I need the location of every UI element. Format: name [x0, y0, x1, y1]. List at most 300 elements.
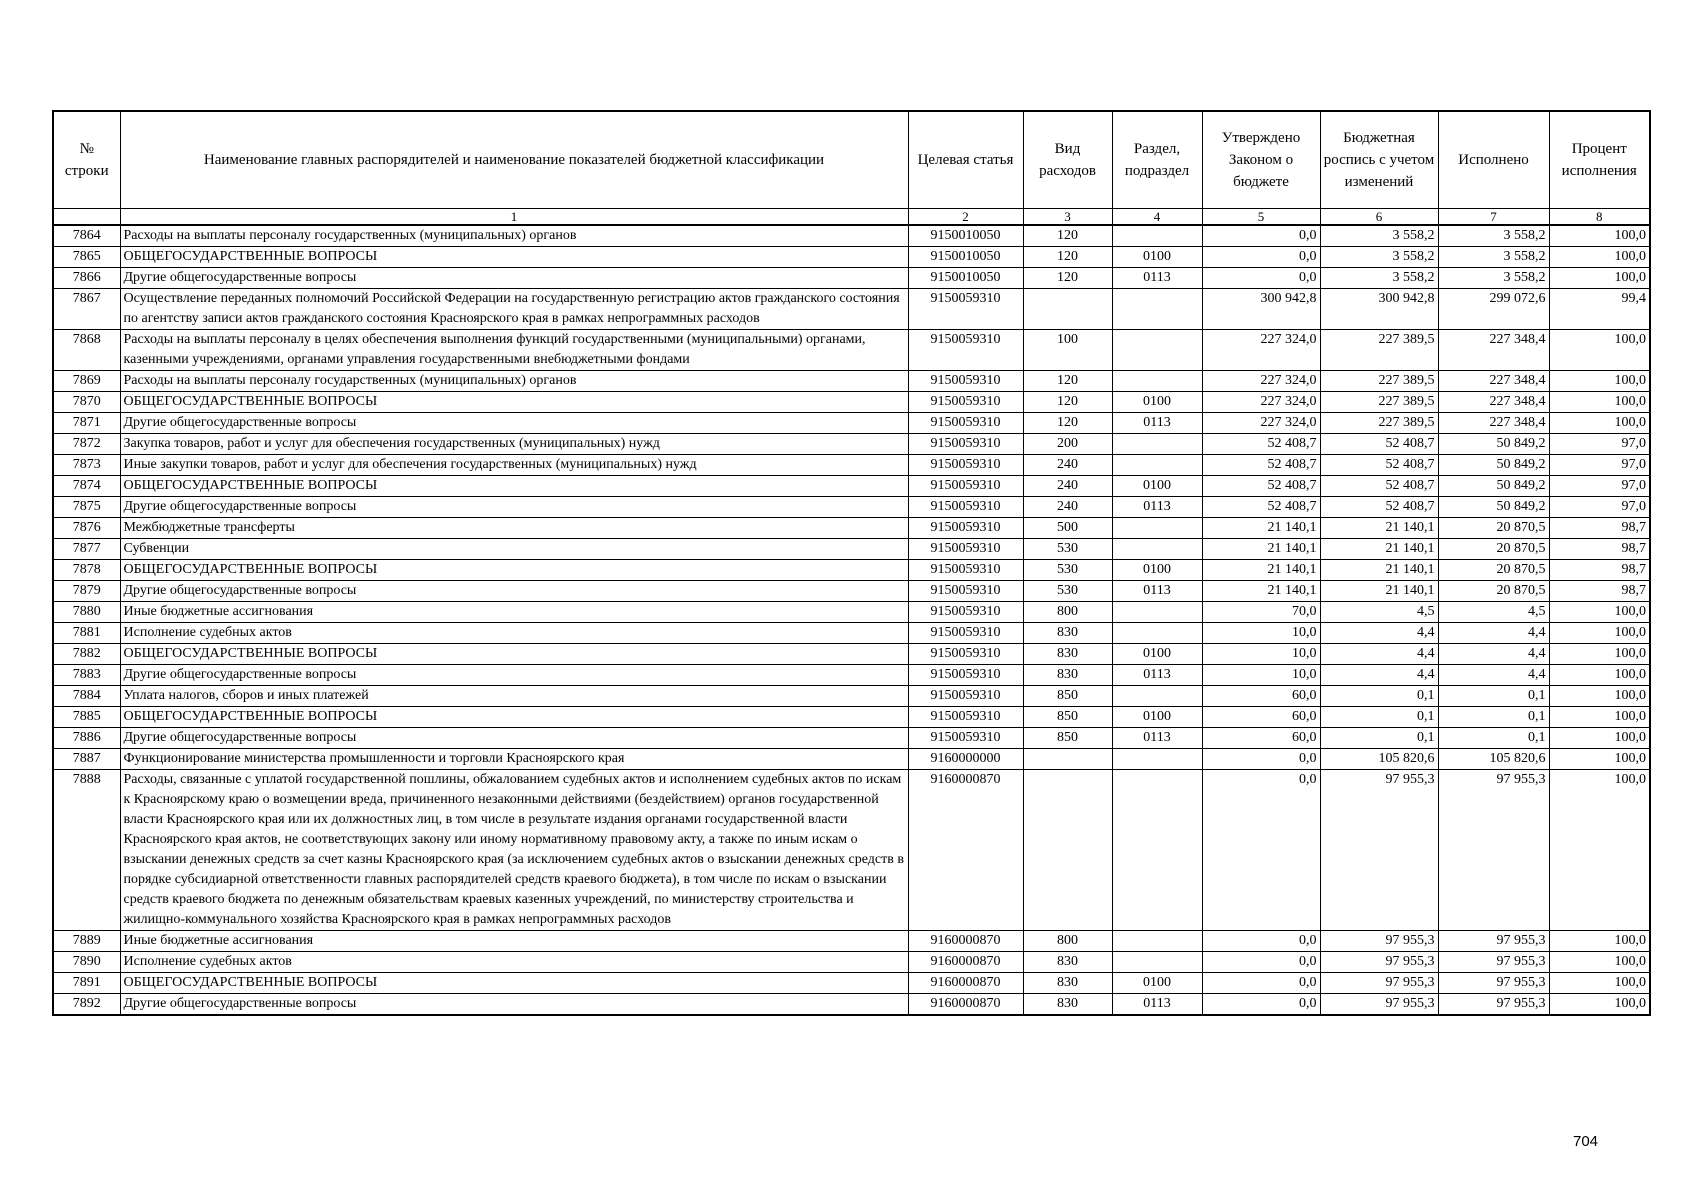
table-row [53, 539, 1650, 560]
approved-amount-cell: 227 324,0 [1202, 392, 1320, 413]
approved-amount-cell: 60,0 [1202, 707, 1320, 728]
approved-amount-cell: 227 324,0 [1202, 413, 1320, 434]
table-row [53, 665, 1650, 686]
name-cell: Межбюджетные трансферты [120, 518, 908, 539]
percent-cell: 100,0 [1549, 665, 1650, 686]
section-cell: 0113 [1112, 728, 1202, 749]
executed-amount-cell: 4,4 [1438, 665, 1549, 686]
approved-amount-cell: 21 140,1 [1202, 581, 1320, 602]
row-number-cell: 7891 [53, 973, 120, 994]
budget-amount-cell: 52 408,7 [1320, 497, 1438, 518]
approved-amount-cell: 10,0 [1202, 665, 1320, 686]
percent-cell: 97,0 [1549, 455, 1650, 476]
target-article-cell: 9150059310 [908, 392, 1023, 413]
approved-amount-cell: 52 408,7 [1202, 497, 1320, 518]
executed-amount-cell: 3 558,2 [1438, 225, 1549, 247]
table-row [53, 455, 1650, 476]
target-article-cell: 9160000000 [908, 749, 1023, 770]
name-cell: Исполнение судебных актов [120, 623, 908, 644]
section-cell [1112, 371, 1202, 392]
percent-cell: 98,7 [1549, 581, 1650, 602]
name-cell: ОБЩЕГОСУДАРСТВЕННЫЕ ВОПРОСЫ [120, 644, 908, 665]
expense-type-cell [1023, 289, 1112, 330]
row-number-cell: 7881 [53, 623, 120, 644]
table-row [53, 728, 1650, 749]
row-number-cell: 7874 [53, 476, 120, 497]
executed-amount-cell: 0,1 [1438, 728, 1549, 749]
budget-amount-cell: 0,1 [1320, 728, 1438, 749]
name-cell: ОБЩЕГОСУДАРСТВЕННЫЕ ВОПРОСЫ [120, 247, 908, 268]
section-cell [1112, 330, 1202, 371]
row-number-cell: 7884 [53, 686, 120, 707]
section-cell: 0113 [1112, 581, 1202, 602]
section-cell: 0100 [1112, 560, 1202, 581]
executed-amount-cell: 20 870,5 [1438, 560, 1549, 581]
target-article-cell: 9150059310 [908, 686, 1023, 707]
budget-amount-cell: 0,1 [1320, 707, 1438, 728]
row-number-cell: 7875 [53, 497, 120, 518]
percent-cell: 100,0 [1549, 268, 1650, 289]
percent-cell: 100,0 [1549, 728, 1650, 749]
budget-amount-cell: 3 558,2 [1320, 225, 1438, 247]
target-article-cell: 9150059310 [908, 707, 1023, 728]
name-cell: Субвенции [120, 539, 908, 560]
executed-amount-cell: 227 348,4 [1438, 413, 1549, 434]
row-number-cell: 7880 [53, 602, 120, 623]
table-row [53, 581, 1650, 602]
percent-cell: 100,0 [1549, 973, 1650, 994]
budget-amount-cell: 21 140,1 [1320, 560, 1438, 581]
section-cell [1112, 602, 1202, 623]
budget-amount-cell: 0,1 [1320, 686, 1438, 707]
approved-amount-cell: 70,0 [1202, 602, 1320, 623]
percent-cell: 98,7 [1549, 518, 1650, 539]
name-cell: Иные бюджетные ассигнования [120, 931, 908, 952]
section-cell: 0100 [1112, 247, 1202, 268]
budget-amount-cell: 4,4 [1320, 665, 1438, 686]
section-cell [1112, 225, 1202, 247]
column-number [53, 209, 120, 226]
approved-amount-cell: 0,0 [1202, 994, 1320, 1016]
name-cell: Другие общегосударственные вопросы [120, 268, 908, 289]
percent-cell: 100,0 [1549, 623, 1650, 644]
budget-amount-cell: 21 140,1 [1320, 581, 1438, 602]
approved-amount-cell: 52 408,7 [1202, 434, 1320, 455]
header-expense-type: Вид расходов [1023, 111, 1112, 209]
expense-type-cell: 530 [1023, 581, 1112, 602]
percent-cell: 100,0 [1549, 330, 1650, 371]
budget-execution-table [52, 110, 1651, 1016]
table-row [53, 644, 1650, 665]
section-cell [1112, 518, 1202, 539]
name-cell: Иные бюджетные ассигнования [120, 602, 908, 623]
section-cell: 0100 [1112, 644, 1202, 665]
executed-amount-cell: 20 870,5 [1438, 518, 1549, 539]
row-number-cell: 7892 [53, 994, 120, 1016]
expense-type-cell: 800 [1023, 931, 1112, 952]
expense-type-cell [1023, 770, 1112, 931]
section-cell [1112, 455, 1202, 476]
row-number-cell: 7887 [53, 749, 120, 770]
section-cell: 0113 [1112, 268, 1202, 289]
table-row [53, 749, 1650, 770]
executed-amount-cell: 97 955,3 [1438, 973, 1549, 994]
header-executed: Исполнено [1438, 111, 1549, 209]
expense-type-cell: 240 [1023, 476, 1112, 497]
target-article-cell: 9150059310 [908, 413, 1023, 434]
expense-type-cell: 100 [1023, 330, 1112, 371]
executed-amount-cell: 4,5 [1438, 602, 1549, 623]
header-approved: Утверждено Законом о бюджете [1202, 111, 1320, 209]
table-row [53, 686, 1650, 707]
table-row [53, 952, 1650, 973]
expense-type-cell: 830 [1023, 994, 1112, 1016]
header-budget-schedule: Бюджетная роспись с учетом изменений [1320, 111, 1438, 209]
row-number-cell: 7878 [53, 560, 120, 581]
budget-amount-cell: 97 955,3 [1320, 770, 1438, 931]
target-article-cell: 9150059310 [908, 623, 1023, 644]
name-cell: Другие общегосударственные вопросы [120, 728, 908, 749]
target-article-cell: 9160000870 [908, 973, 1023, 994]
budget-amount-cell: 227 389,5 [1320, 330, 1438, 371]
approved-amount-cell: 52 408,7 [1202, 455, 1320, 476]
name-cell: ОБЩЕГОСУДАРСТВЕННЫЕ ВОПРОСЫ [120, 973, 908, 994]
header-row [53, 111, 1650, 209]
table-row [53, 931, 1650, 952]
row-number-cell: 7867 [53, 289, 120, 330]
expense-type-cell: 240 [1023, 455, 1112, 476]
section-cell: 0100 [1112, 973, 1202, 994]
target-article-cell: 9150059310 [908, 476, 1023, 497]
section-cell [1112, 770, 1202, 931]
table-row [53, 770, 1650, 931]
name-cell: Другие общегосударственные вопросы [120, 994, 908, 1016]
name-cell: ОБЩЕГОСУДАРСТВЕННЫЕ ВОПРОСЫ [120, 560, 908, 581]
budget-amount-cell: 52 408,7 [1320, 455, 1438, 476]
name-cell: Расходы, связанные с уплатой государственной пошлины, обжалованием судебных актов и исполнением судебных актов по искам к Красноярскому краю о возмещении вреда, причиненного незаконными действиями (бездействием) органов государственной власти Красноярского края или их должностных лиц, в том числе в результате издания органами государственной власти Красноярского края актов, не соответствующих закону или иному нормативному правовому акту, а также по иным искам о взыскании денежных средств за счет казны Красноярского края (за исключением судебных актов о взыскании денежных средств в порядке субсидиарной ответственности главных распорядителей средств краевого бюджета), в том числе по искам о взыскании средств краевого бюджета по денежным обязательствам краевых казенных учреждений, по министерству строительства и жилищно-коммунального хозяйства Красноярского края в рамках непрограммных расходов [120, 770, 908, 931]
target-article-cell: 9150010050 [908, 268, 1023, 289]
section-cell: 0113 [1112, 994, 1202, 1016]
target-article-cell: 9150059310 [908, 602, 1023, 623]
budget-amount-cell: 21 140,1 [1320, 518, 1438, 539]
row-number-cell: 7866 [53, 268, 120, 289]
row-number-cell: 7885 [53, 707, 120, 728]
approved-amount-cell: 21 140,1 [1202, 560, 1320, 581]
column-number: 1 [120, 209, 908, 226]
approved-amount-cell: 0,0 [1202, 931, 1320, 952]
percent-cell: 100,0 [1549, 931, 1650, 952]
percent-cell: 100,0 [1549, 413, 1650, 434]
percent-cell: 97,0 [1549, 476, 1650, 497]
approved-amount-cell: 0,0 [1202, 225, 1320, 247]
expense-type-cell: 120 [1023, 392, 1112, 413]
name-cell: Расходы на выплаты персоналу в целях обеспечения выполнения функций государственными (муниципальными) органами, казенными учреждениями, органами управления государственными внебюджетными фондами [120, 330, 908, 371]
expense-type-cell: 850 [1023, 686, 1112, 707]
table-row [53, 973, 1650, 994]
expense-type-cell: 830 [1023, 665, 1112, 686]
row-number-cell: 7889 [53, 931, 120, 952]
column-number: 2 [908, 209, 1023, 226]
percent-cell: 98,7 [1549, 539, 1650, 560]
executed-amount-cell: 4,4 [1438, 623, 1549, 644]
expense-type-cell: 830 [1023, 973, 1112, 994]
table-row [53, 518, 1650, 539]
expense-type-cell: 530 [1023, 539, 1112, 560]
budget-amount-cell: 227 389,5 [1320, 371, 1438, 392]
percent-cell: 100,0 [1549, 707, 1650, 728]
approved-amount-cell: 0,0 [1202, 268, 1320, 289]
table-row [53, 289, 1650, 330]
approved-amount-cell: 21 140,1 [1202, 539, 1320, 560]
approved-amount-cell: 52 408,7 [1202, 476, 1320, 497]
expense-type-cell [1023, 749, 1112, 770]
target-article-cell: 9150059310 [908, 371, 1023, 392]
percent-cell: 100,0 [1549, 686, 1650, 707]
executed-amount-cell: 227 348,4 [1438, 371, 1549, 392]
section-cell [1112, 686, 1202, 707]
target-article-cell: 9150059310 [908, 455, 1023, 476]
section-cell [1112, 623, 1202, 644]
approved-amount-cell: 0,0 [1202, 247, 1320, 268]
percent-cell: 100,0 [1549, 602, 1650, 623]
expense-type-cell: 500 [1023, 518, 1112, 539]
target-article-cell: 9150059310 [908, 560, 1023, 581]
budget-amount-cell: 97 955,3 [1320, 973, 1438, 994]
section-cell [1112, 434, 1202, 455]
table-row [53, 247, 1650, 268]
row-number-cell: 7879 [53, 581, 120, 602]
table-row [53, 497, 1650, 518]
target-article-cell: 9150059310 [908, 539, 1023, 560]
approved-amount-cell: 60,0 [1202, 728, 1320, 749]
column-number: 3 [1023, 209, 1112, 226]
executed-amount-cell: 20 870,5 [1438, 539, 1549, 560]
budget-amount-cell: 52 408,7 [1320, 434, 1438, 455]
column-number: 6 [1320, 209, 1438, 226]
target-article-cell: 9150059310 [908, 289, 1023, 330]
name-cell: Другие общегосударственные вопросы [120, 497, 908, 518]
budget-amount-cell: 4,4 [1320, 623, 1438, 644]
percent-cell: 100,0 [1549, 749, 1650, 770]
expense-type-cell: 200 [1023, 434, 1112, 455]
executed-amount-cell: 50 849,2 [1438, 476, 1549, 497]
percent-cell: 99,4 [1549, 289, 1650, 330]
approved-amount-cell: 10,0 [1202, 623, 1320, 644]
column-number: 7 [1438, 209, 1549, 226]
executed-amount-cell: 50 849,2 [1438, 455, 1549, 476]
executed-amount-cell: 227 348,4 [1438, 330, 1549, 371]
header-name: Наименование главных распорядителей и наименование показателей бюджетной классификации [120, 111, 908, 209]
executed-amount-cell: 0,1 [1438, 686, 1549, 707]
name-cell: Другие общегосударственные вопросы [120, 581, 908, 602]
name-cell: Закупка товаров, работ и услуг для обеспечения государственных (муниципальных) нужд [120, 434, 908, 455]
table-row [53, 330, 1650, 371]
percent-cell: 100,0 [1549, 770, 1650, 931]
column-number: 8 [1549, 209, 1650, 226]
row-number-cell: 7868 [53, 330, 120, 371]
budget-amount-cell: 105 820,6 [1320, 749, 1438, 770]
header-target-article: Целевая статья [908, 111, 1023, 209]
row-number-cell: 7877 [53, 539, 120, 560]
row-number-cell: 7871 [53, 413, 120, 434]
row-number-cell: 7865 [53, 247, 120, 268]
budget-amount-cell: 97 955,3 [1320, 931, 1438, 952]
executed-amount-cell: 97 955,3 [1438, 770, 1549, 931]
row-number-cell: 7873 [53, 455, 120, 476]
row-number-cell: 7886 [53, 728, 120, 749]
name-cell: Другие общегосударственные вопросы [120, 665, 908, 686]
name-cell: ОБЩЕГОСУДАРСТВЕННЫЕ ВОПРОСЫ [120, 707, 908, 728]
name-cell: ОБЩЕГОСУДАРСТВЕННЫЕ ВОПРОСЫ [120, 476, 908, 497]
executed-amount-cell: 50 849,2 [1438, 434, 1549, 455]
page-number: 704 [1573, 1133, 1599, 1150]
executed-amount-cell: 3 558,2 [1438, 247, 1549, 268]
approved-amount-cell: 10,0 [1202, 644, 1320, 665]
table-row [53, 268, 1650, 289]
target-article-cell: 9150059310 [908, 581, 1023, 602]
target-article-cell: 9150059310 [908, 644, 1023, 665]
column-number: 4 [1112, 209, 1202, 226]
target-article-cell: 9150059310 [908, 518, 1023, 539]
budget-amount-cell: 300 942,8 [1320, 289, 1438, 330]
target-article-cell: 9150059310 [908, 434, 1023, 455]
column-number: 5 [1202, 209, 1320, 226]
name-cell: Исполнение судебных актов [120, 952, 908, 973]
expense-type-cell: 120 [1023, 268, 1112, 289]
budget-amount-cell: 97 955,3 [1320, 994, 1438, 1016]
executed-amount-cell: 299 072,6 [1438, 289, 1549, 330]
name-cell: Функционирование министерства промышленности и торговли Красноярского края [120, 749, 908, 770]
approved-amount-cell: 227 324,0 [1202, 330, 1320, 371]
table-row [53, 392, 1650, 413]
budget-amount-cell: 4,5 [1320, 602, 1438, 623]
section-cell [1112, 749, 1202, 770]
target-article-cell: 9150059310 [908, 728, 1023, 749]
expense-type-cell: 240 [1023, 497, 1112, 518]
expense-type-cell: 830 [1023, 952, 1112, 973]
percent-cell: 100,0 [1549, 247, 1650, 268]
budget-amount-cell: 3 558,2 [1320, 268, 1438, 289]
section-cell: 0113 [1112, 413, 1202, 434]
header-row-number: № строки [53, 111, 120, 209]
section-cell [1112, 539, 1202, 560]
target-article-cell: 9160000870 [908, 994, 1023, 1016]
target-article-cell: 9150010050 [908, 247, 1023, 268]
budget-amount-cell: 97 955,3 [1320, 952, 1438, 973]
executed-amount-cell: 3 558,2 [1438, 268, 1549, 289]
approved-amount-cell: 0,0 [1202, 952, 1320, 973]
name-cell: Иные закупки товаров, работ и услуг для обеспечения государственных (муниципальных) нужд [120, 455, 908, 476]
section-cell [1112, 289, 1202, 330]
executed-amount-cell: 105 820,6 [1438, 749, 1549, 770]
name-cell: Уплата налогов, сборов и иных платежей [120, 686, 908, 707]
section-cell: 0113 [1112, 665, 1202, 686]
table-row [53, 434, 1650, 455]
header-section: Раздел, подраздел [1112, 111, 1202, 209]
expense-type-cell: 850 [1023, 707, 1112, 728]
expense-type-cell: 850 [1023, 728, 1112, 749]
target-article-cell: 9160000870 [908, 931, 1023, 952]
executed-amount-cell: 97 955,3 [1438, 931, 1549, 952]
executed-amount-cell: 97 955,3 [1438, 952, 1549, 973]
budget-amount-cell: 4,4 [1320, 644, 1438, 665]
table-row [53, 623, 1650, 644]
row-number-cell: 7888 [53, 770, 120, 931]
budget-amount-cell: 227 389,5 [1320, 413, 1438, 434]
row-number-cell: 7876 [53, 518, 120, 539]
executed-amount-cell: 227 348,4 [1438, 392, 1549, 413]
percent-cell: 97,0 [1549, 497, 1650, 518]
percent-cell: 100,0 [1549, 994, 1650, 1016]
executed-amount-cell: 4,4 [1438, 644, 1549, 665]
name-cell: Расходы на выплаты персоналу государственных (муниципальных) органов [120, 225, 908, 247]
executed-amount-cell: 97 955,3 [1438, 994, 1549, 1016]
section-cell: 0100 [1112, 476, 1202, 497]
section-cell [1112, 931, 1202, 952]
percent-cell: 100,0 [1549, 371, 1650, 392]
name-cell: ОБЩЕГОСУДАРСТВЕННЫЕ ВОПРОСЫ [120, 392, 908, 413]
table-row [53, 413, 1650, 434]
name-cell: Другие общегосударственные вопросы [120, 413, 908, 434]
target-article-cell: 9150010050 [908, 225, 1023, 247]
expense-type-cell: 830 [1023, 623, 1112, 644]
row-number-cell: 7864 [53, 225, 120, 247]
name-cell: Расходы на выплаты персоналу государственных (муниципальных) органов [120, 371, 908, 392]
table-row [53, 560, 1650, 581]
target-article-cell: 9150059310 [908, 330, 1023, 371]
approved-amount-cell: 21 140,1 [1202, 518, 1320, 539]
table-row [53, 225, 1650, 247]
table-row [53, 476, 1650, 497]
percent-cell: 100,0 [1549, 225, 1650, 247]
approved-amount-cell: 300 942,8 [1202, 289, 1320, 330]
expense-type-cell: 120 [1023, 413, 1112, 434]
expense-type-cell: 530 [1023, 560, 1112, 581]
table-row [53, 602, 1650, 623]
budget-table-wrapper [52, 110, 1649, 1016]
section-cell [1112, 952, 1202, 973]
approved-amount-cell: 0,0 [1202, 973, 1320, 994]
budget-amount-cell: 3 558,2 [1320, 247, 1438, 268]
budget-amount-cell: 21 140,1 [1320, 539, 1438, 560]
row-number-cell: 7890 [53, 952, 120, 973]
approved-amount-cell: 60,0 [1202, 686, 1320, 707]
name-cell: Осуществление переданных полномочий Российской Федерации на государственную регистрацию актов гражданского состояния по агентству записи актов гражданского состояния Красноярского края в рамках непрограммных расходов [120, 289, 908, 330]
expense-type-cell: 120 [1023, 247, 1112, 268]
header-percent: Процент исполнения [1549, 111, 1650, 209]
table-body [53, 225, 1650, 1015]
approved-amount-cell: 0,0 [1202, 749, 1320, 770]
percent-cell: 100,0 [1549, 644, 1650, 665]
target-article-cell: 9160000870 [908, 770, 1023, 931]
expense-type-cell: 120 [1023, 225, 1112, 247]
section-cell: 0113 [1112, 497, 1202, 518]
budget-amount-cell: 52 408,7 [1320, 476, 1438, 497]
approved-amount-cell: 227 324,0 [1202, 371, 1320, 392]
row-number-cell: 7883 [53, 665, 120, 686]
executed-amount-cell: 0,1 [1438, 707, 1549, 728]
row-number-cell: 7872 [53, 434, 120, 455]
table-row [53, 371, 1650, 392]
column-number-row [53, 209, 1650, 226]
expense-type-cell: 120 [1023, 371, 1112, 392]
row-number-cell: 7869 [53, 371, 120, 392]
percent-cell: 97,0 [1549, 434, 1650, 455]
target-article-cell: 9160000870 [908, 952, 1023, 973]
target-article-cell: 9150059310 [908, 665, 1023, 686]
expense-type-cell: 830 [1023, 644, 1112, 665]
percent-cell: 100,0 [1549, 952, 1650, 973]
